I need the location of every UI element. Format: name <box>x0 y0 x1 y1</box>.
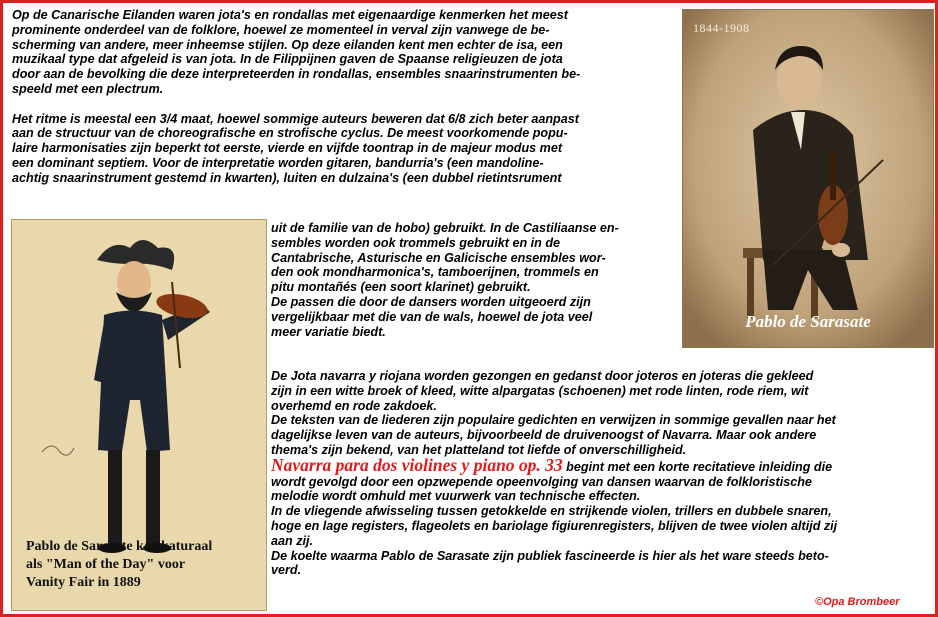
text-line: De koelte waarma Pablo de Sarasate zijn publiek fascineerde is hier als het ware steeds beto- <box>271 548 829 563</box>
intro-text-block <box>12 8 680 186</box>
text-line: wordt gevolgd door een opzwepende opeenvolging van dansen waarvan de folkloristische <box>271 474 812 489</box>
photo-caption: Pablo de Sarasate <box>745 312 871 331</box>
text-line: pitu montañés (een soort klarinet) gebruikt. <box>271 280 531 295</box>
text-line: Het ritme is meestal een 3/4 maat, hoewel sommige auteurs beweren dat 6/8 zich beter aanpast <box>12 111 579 126</box>
text-line: De Jota navarra y riojana worden gezongen en gedanst door joteros en joteras die gekleed <box>271 369 814 383</box>
text-line: melodie wordt omhuld met vuurwerk van technische effecten. <box>271 489 641 504</box>
text-line: achtig snaarinstrument gestemd in kwarten), luiten en dulzaina's (een dubbel rietintsrument <box>12 170 562 185</box>
text-line: dagelijkse leven van de auteurs, bijvoorbeeld de druivenoogst of Navarra. Maar ook andere <box>271 428 817 443</box>
text-line: muzikaal type dat afgeleid is van jota. In de Filippijnen gaven de Spaanse religieuzen de jota <box>12 52 563 67</box>
text-line: Cantabrische, Asturische en Galicische ensembles wor- <box>271 250 606 265</box>
costume-lyrics-paragraph <box>271 369 934 458</box>
caricature-caption <box>26 538 212 592</box>
text-line: uit de familie van de hobo) gebruikt. In de Castiliaanse en- <box>271 221 619 235</box>
caricature-caption-line: als "Man of the Day" voor <box>26 557 186 572</box>
text-line: overhemd en rode zakdoek. <box>271 398 437 413</box>
text-line: De teksten van de liederen zijn populaire gedichten en verwijzen in sommige gevallen naar het <box>271 413 836 428</box>
text-line: vergelijkbaar met die van de wals, hoewel de jota veel <box>271 309 593 324</box>
text-line: scherming van andere, meer inheemse stijlen. Op deze eilanden kent men echter de isa, een <box>12 37 563 52</box>
navarra-lead-text: begint met een korte recitatieve inleiding die <box>562 459 833 474</box>
instruments-text-block <box>271 221 683 339</box>
text-line: speeld met een plectrum. <box>12 81 164 96</box>
text-line: verd. <box>271 563 302 578</box>
text-line: meer variatie biedt. <box>271 324 386 339</box>
navarra-paragraph-lead <box>271 454 934 475</box>
text-line: prominente onderdeel van de folklore, hoewel ze momenteel in verval zijn vanwege de be- <box>12 22 550 37</box>
caricature-caption-line: Pablo de Sarasate karikaturaal <box>26 539 213 554</box>
text-line: een dominant septiem. Voor de interpretatie worden gitaren, bandurria's (een mandoline- <box>12 155 544 170</box>
text-line: laire harmonisaties zijn beperkt tot eerste, vierde en vijfde toontrap in de majeur modus met <box>12 141 563 156</box>
text-line: sembles worden ook trommels gebruikt en in de <box>271 235 561 250</box>
text-line: thema's zijn bekend, van het platteland tot liefde of onverschilligheid. <box>271 442 687 457</box>
sarasate-photo-illustration <box>683 10 933 347</box>
text-line: zijn in een witte broek of kleed, witte alpargatas (schoenen) met rode linten, rode riem, wit <box>271 383 809 398</box>
text-line: door aan de bevolking die deze interpreteerden in rondallas, ensembles snaarinstrumenten be- <box>12 67 581 82</box>
vanity-fair-caricature <box>11 219 267 611</box>
text-line: aan de structuur van de choreografische en strofische cyclus. De meest voorkomende popu- <box>12 126 568 141</box>
sarasate-photo <box>682 9 934 348</box>
text-line: Op de Canarische Eilanden waren jota's en rondallas met eigenaardige kenmerken het meest <box>12 8 568 22</box>
jota-navarra-text-block <box>271 369 934 578</box>
text-line: hoge en lage registers, flageolets en bariolage figiurenregisters, blijven de twee violen altijd zij <box>271 518 838 533</box>
navarra-description-paragraph <box>271 475 934 579</box>
text-line <box>12 97 680 112</box>
caricature-caption-line: Vanity Fair in 1889 <box>26 575 141 590</box>
text-line: aan zij. <box>271 533 313 548</box>
text-line: den ook mondharmonica's, tamboerijnen, trommels en <box>271 265 599 280</box>
photo-years: 1844-1908 <box>693 21 750 35</box>
text-line: In de vliegende afwisseling tussen getokkelde en strijkende violen, trillers en dubbele snaren, <box>271 504 832 519</box>
navarra-title-highlight: Navarra para dos violines y piano op. 33 <box>271 454 563 475</box>
copyright-notice: ©Opa Brombeer <box>815 596 900 608</box>
text-line: De passen die door de dansers worden uitgeoerd zijn <box>271 294 591 309</box>
